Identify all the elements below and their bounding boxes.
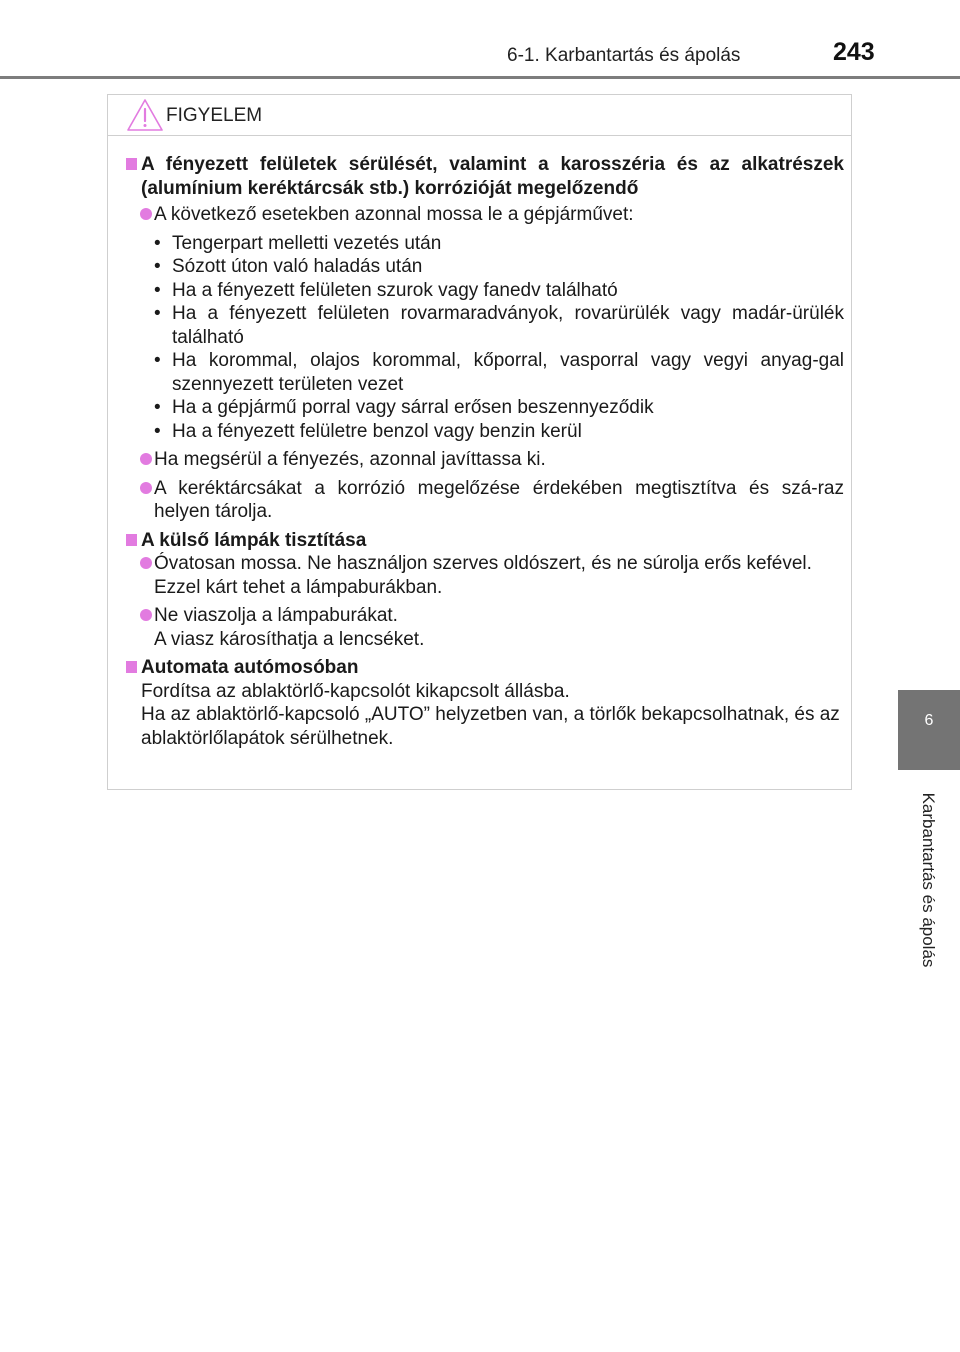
warning-title: FIGYELEM (166, 105, 263, 126)
body-text: Ha az ablaktörlő-kapcsoló „AUTO” helyzetben van, a törlők bekapcsolhatnak, és az ablaktörlőlapátok sérülhetnek. (141, 704, 840, 749)
note-text: Ezzel kárt tehet a lámpaburákban. (154, 576, 443, 598)
bullet-text: A keréktárcsákat a korrózió megelőzése érdekében megtisztítva és szá-raz helyen tárolja. (154, 477, 844, 522)
square-bullet-icon (126, 661, 137, 673)
list-item-text: Ha a gépjármű porral vagy sárral erősen beszennyeződik (172, 397, 654, 418)
header-rule (0, 76, 960, 79)
warning-content (126, 153, 844, 750)
body-text: Fordítsa az ablaktörlő-kapcsolót kikapcsolt állásba. (141, 680, 570, 702)
bullet-item (126, 604, 844, 651)
list-item: • Ha a fényezett felületen szurok vagy fanedv található (154, 279, 618, 301)
circle-bullet-icon (140, 453, 152, 465)
bullet-text: A következő esetekben azonnal mossa le a gépjárművet: (154, 204, 634, 225)
list-item: • Ha a fényezett felületen rovarmaradványok, rovarürülék vagy madár-ürülék található (154, 303, 844, 348)
list-item-text: Sózott úton való haladás után (172, 256, 423, 277)
circle-bullet-icon (140, 482, 152, 494)
bullet-item (126, 477, 844, 524)
square-bullet-icon (126, 534, 137, 546)
section-heading (126, 153, 844, 200)
list-item: • Ha a gépjármű porral vagy sárral erősen beszennyeződik (154, 397, 654, 418)
warning-header (108, 95, 851, 136)
bullet-text: Ne viaszolja a lámpaburákat. (154, 605, 398, 626)
chapter-tab (898, 690, 960, 770)
list-item: • Ha korommal, olajos korommal, kőporral, vasporral vagy vegyi anyag-gal szennyezett területen vezet (154, 350, 844, 395)
square-bullet-icon (126, 158, 137, 170)
heading-text: Automata autómosóban (141, 657, 359, 678)
bullet-text: Ha megsérül a fényezés, azonnal javíttassa ki. (154, 449, 546, 470)
bullet-text: Óvatosan mossa. Ne használjon szerves oldószert, és ne súrolja erős kefével. (154, 553, 812, 574)
section-title: 6-1. Karbantartás és ápolás (507, 45, 741, 66)
list-item: • Ha a fényezett felületre benzol vagy benzin kerül (154, 420, 582, 442)
list-item: • Tengerpart melletti vezetés után (154, 232, 442, 254)
warning-triangle-icon (126, 98, 164, 132)
circle-bullet-icon (140, 609, 152, 621)
note-text: A viasz károsíthatja a lencséket. (154, 628, 425, 650)
list-item-text: Tengerpart melletti vezetés után (172, 232, 442, 254)
circle-bullet-icon (140, 208, 152, 220)
section-heading (126, 656, 844, 680)
bullet-item (126, 552, 844, 599)
list-item: • Sózott úton való haladás után (154, 256, 423, 277)
list-item-text: Ha korommal, olajos korommal, kőporral, vasporral vagy vegyi anyag-gal szennyezett területen vezet (172, 350, 844, 395)
bullet-item (126, 203, 844, 227)
section-heading (126, 529, 844, 553)
chapter-number: 6 (924, 712, 934, 729)
list-item-text: Ha a fényezett felületen szurok vagy fanedv található (172, 279, 618, 301)
page-number: 243 (833, 38, 875, 66)
circle-bullet-icon (140, 557, 152, 569)
list-item-text: Ha a fényezett felületre benzol vagy benzin kerül (172, 420, 582, 442)
chapter-label: Karbantartás és ápolás (919, 792, 938, 968)
heading-text: A fényezett felületek sérülését, valamint a karosszéria és az alkatrészek (alumínium keréktárcsák stb.) korrózióját megelőzendő (141, 154, 844, 199)
list-item-text: Ha a fényezett felületen rovarmaradványok, rovarürülék vagy madár-ürülék található (172, 303, 844, 348)
bullet-item (126, 448, 844, 472)
heading-text: A külső lámpák tisztítása (141, 529, 367, 551)
warning-box (107, 94, 852, 790)
